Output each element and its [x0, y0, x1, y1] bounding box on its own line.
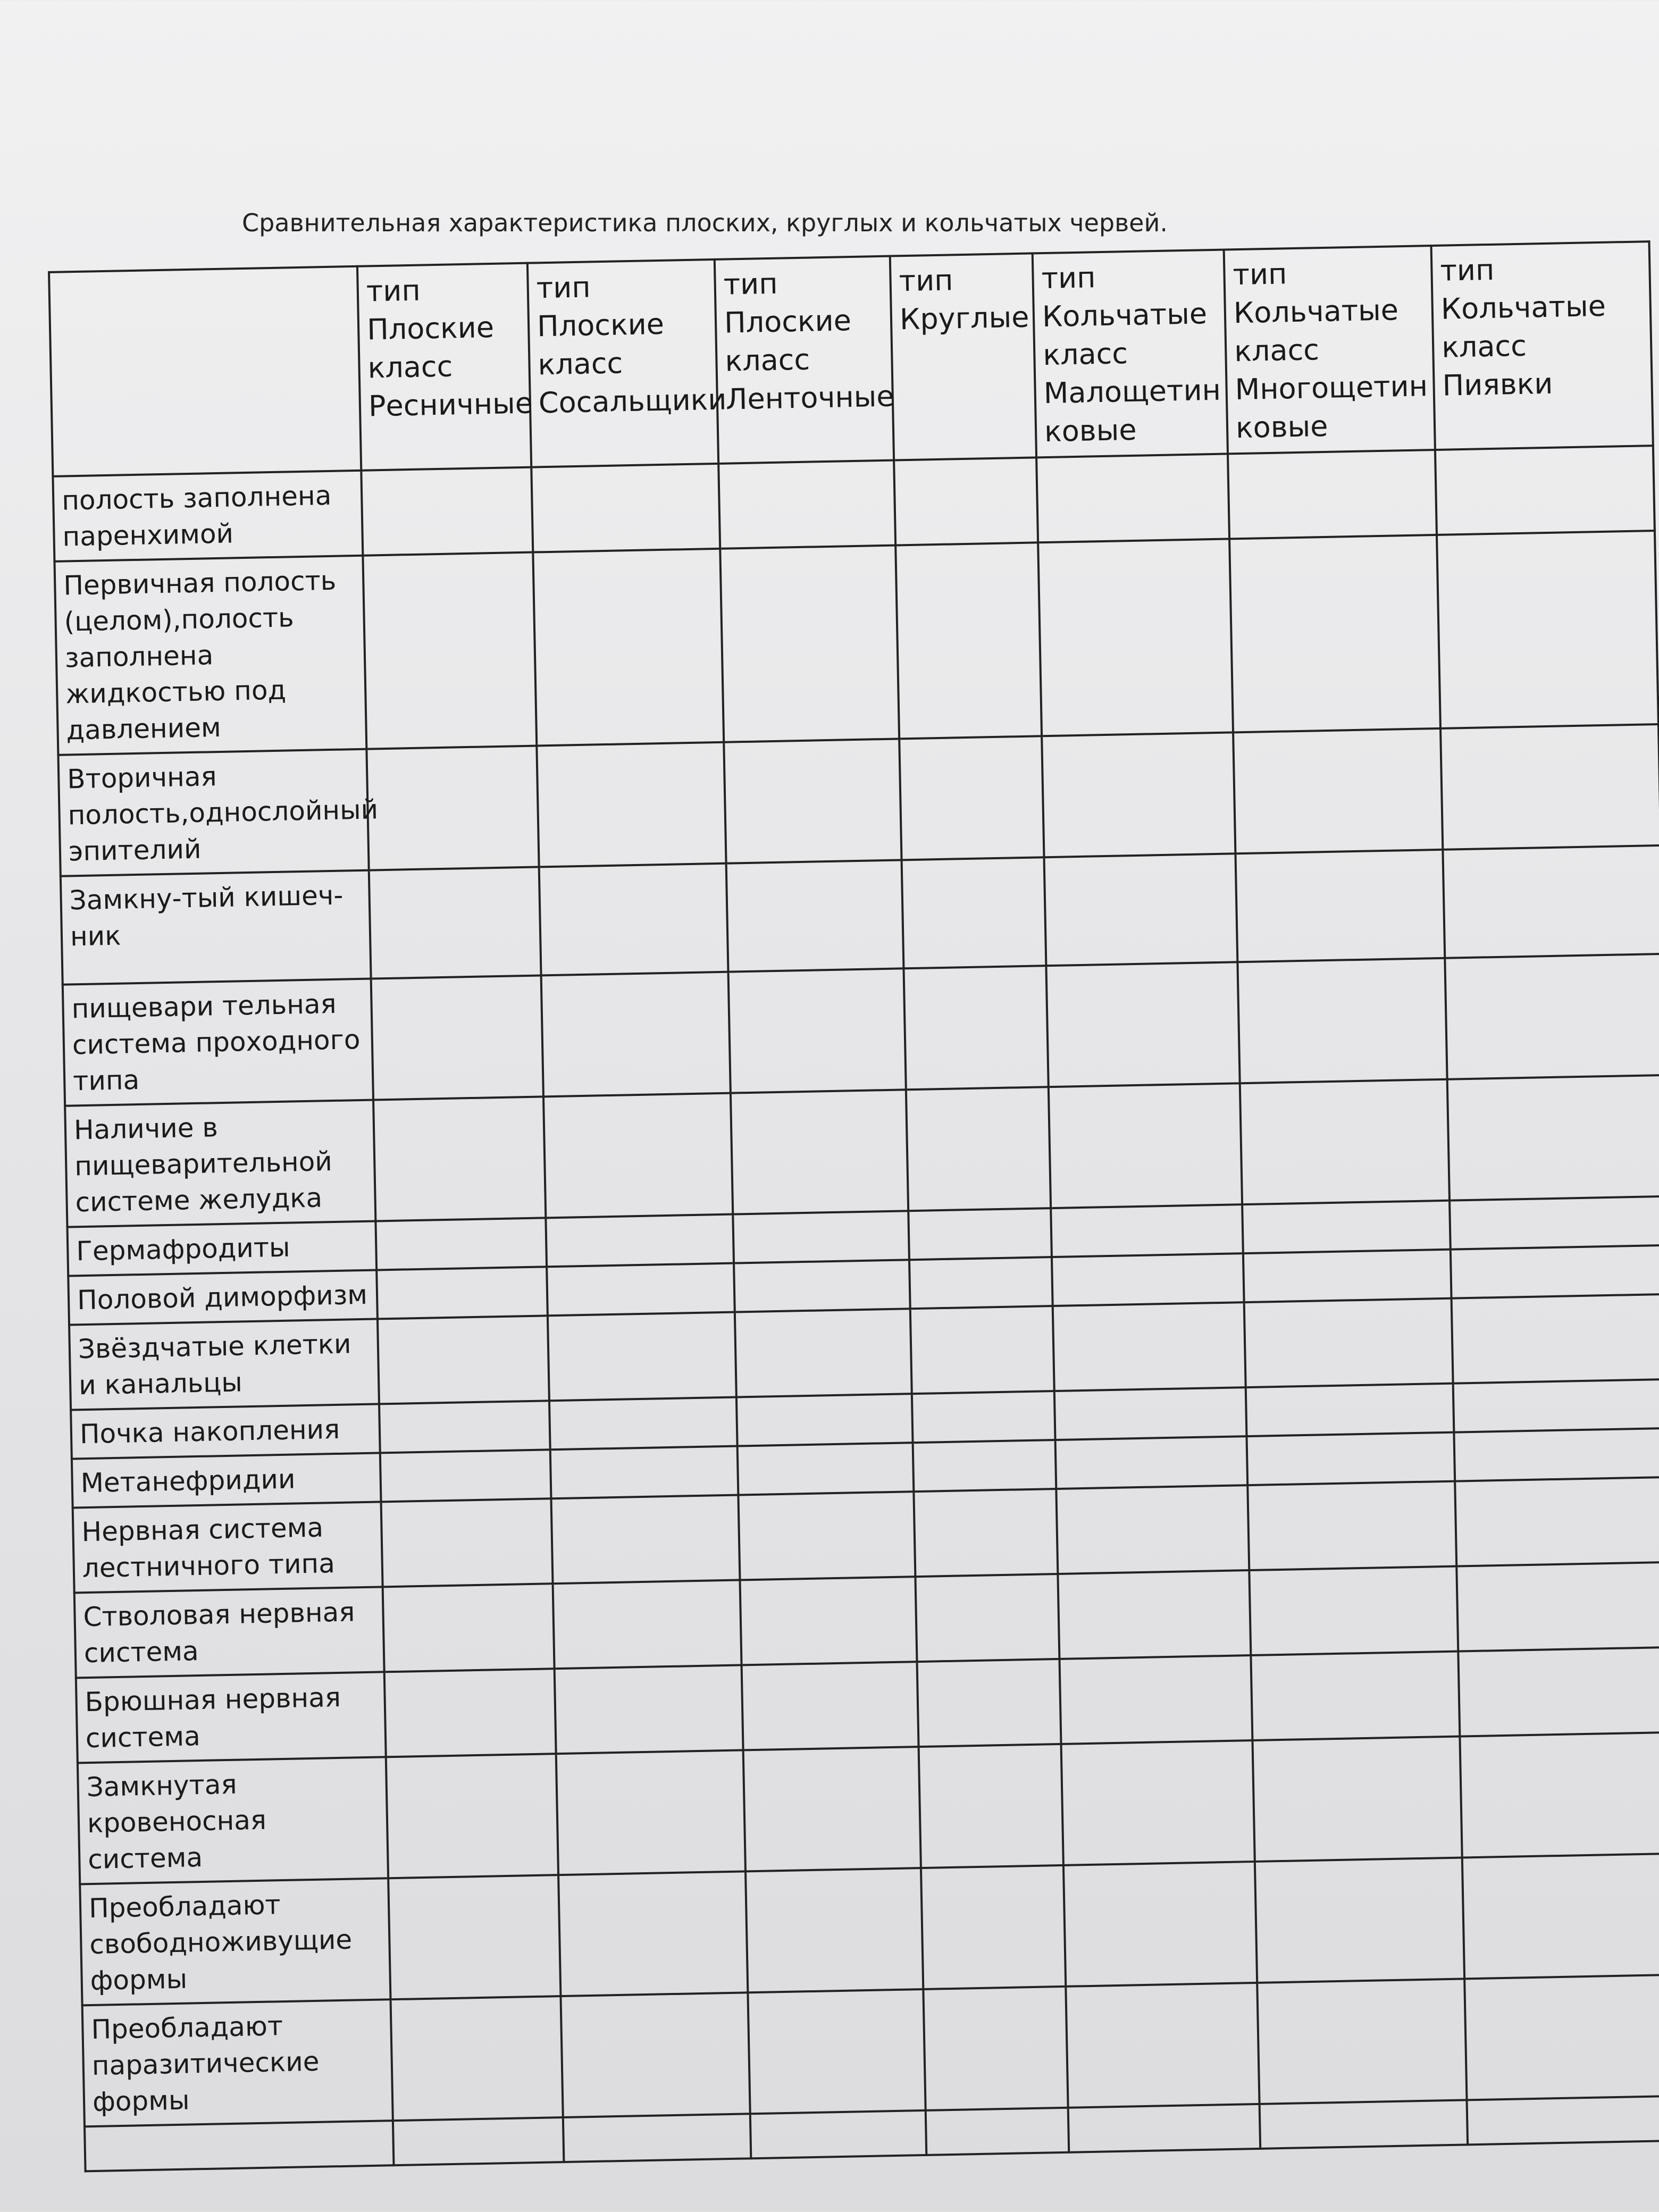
answer-cell[interactable] — [1240, 1079, 1449, 1204]
answer-cell[interactable] — [361, 467, 533, 556]
answer-cell[interactable] — [1046, 962, 1239, 1087]
column-header: тип Кольчатые класс Пиявки — [1431, 241, 1653, 450]
answer-cell[interactable] — [1059, 1655, 1252, 1744]
row-label: полость заполнена паренхимой — [53, 471, 363, 562]
row-label: Замкнутая кровеносная система — [78, 1757, 388, 1884]
column-header: тип Плоские класс Сосальщики — [527, 259, 718, 467]
answer-cell[interactable] — [391, 1996, 563, 2121]
answer-cell[interactable] — [738, 1492, 915, 1580]
answer-cell[interactable] — [1233, 728, 1443, 853]
answer-cell[interactable] — [1443, 845, 1659, 958]
row-label: Вторичная полость,однослойный эпителий — [58, 749, 368, 876]
answer-cell[interactable] — [375, 1218, 547, 1270]
row-label: Гермафродиты — [68, 1221, 377, 1276]
answer-cell[interactable] — [910, 1306, 1054, 1394]
row-label: Наличие в пищеварительной системе желудка — [65, 1100, 375, 1227]
answer-cell[interactable] — [718, 460, 895, 549]
answer-cell[interactable] — [909, 1257, 1053, 1309]
answer-cell[interactable] — [1456, 1562, 1659, 1652]
table-body — [53, 446, 1659, 2171]
answer-cell[interactable] — [919, 1744, 1063, 1868]
answer-cell[interactable] — [745, 1868, 923, 1992]
answer-cell[interactable] — [1054, 1387, 1247, 1440]
answer-cell[interactable] — [376, 1267, 548, 1319]
answer-cell[interactable] — [553, 1580, 742, 1669]
answer-cell[interactable] — [558, 1871, 748, 1996]
answer-cell[interactable] — [531, 464, 720, 552]
row-label: Половой диморфизм — [68, 1270, 378, 1325]
answer-cell[interactable] — [555, 1665, 743, 1754]
column-header: тип Кольчатые класс Многощетин ковые — [1224, 246, 1435, 454]
row-label: Первичная полость (целом),полость заполнена жидкостью под давлением — [54, 556, 366, 755]
answer-cell[interactable] — [903, 966, 1048, 1090]
answer-cell[interactable] — [1055, 1436, 1248, 1489]
answer-cell[interactable] — [1246, 1432, 1455, 1485]
answer-cell[interactable] — [908, 1208, 1052, 1260]
answer-cell[interactable] — [550, 1446, 739, 1499]
header-row — [49, 241, 1653, 476]
answer-cell[interactable] — [724, 739, 901, 863]
answer-cell[interactable] — [1462, 1854, 1659, 1979]
answer-cell[interactable] — [1454, 1428, 1659, 1481]
answer-cell[interactable] — [735, 1309, 912, 1397]
column-header: тип Плоские класс Ленточные — [715, 256, 894, 464]
answer-cell[interactable] — [720, 545, 899, 742]
answer-cell[interactable] — [895, 542, 1042, 739]
column-header: тип Плоские класс Ресничные — [357, 263, 531, 471]
answer-cell[interactable] — [1453, 1379, 1659, 1432]
answer-cell[interactable] — [743, 1747, 921, 1871]
empty-cell — [926, 2108, 1069, 2155]
answer-cell[interactable] — [1451, 1245, 1659, 1298]
answer-cell[interactable] — [742, 1662, 919, 1750]
answer-cell[interactable] — [1049, 1083, 1242, 1208]
answer-cell[interactable] — [1056, 1485, 1249, 1574]
answer-cell[interactable] — [388, 1875, 560, 1999]
answer-cell[interactable] — [560, 1992, 750, 2117]
answer-cell[interactable] — [733, 1211, 909, 1263]
answer-cell[interactable] — [1058, 1570, 1251, 1659]
answer-cell[interactable] — [748, 1989, 925, 2114]
answer-cell[interactable] — [1435, 446, 1655, 535]
answer-cell[interactable] — [728, 968, 906, 1093]
answer-cell[interactable] — [363, 552, 537, 749]
document-title: Сравнительная характеристика плоских, круглых и кольчатых червей. — [242, 208, 1168, 237]
answer-cell[interactable] — [1251, 1652, 1460, 1740]
answer-cell[interactable] — [912, 1391, 1055, 1443]
answer-cell[interactable] — [543, 1093, 733, 1218]
answer-cell[interactable] — [1228, 450, 1437, 539]
empty-cell — [1068, 2104, 1261, 2152]
answer-cell[interactable] — [533, 549, 724, 746]
answer-cell[interactable] — [1036, 454, 1229, 542]
answer-cell[interactable] — [551, 1495, 740, 1583]
answer-cell[interactable] — [736, 1394, 913, 1446]
answer-cell[interactable] — [1038, 539, 1233, 736]
answer-cell[interactable] — [1249, 1566, 1458, 1655]
answer-cell[interactable] — [738, 1443, 914, 1495]
answer-cell[interactable] — [1061, 1740, 1255, 1865]
answer-cell[interactable] — [1458, 1647, 1659, 1737]
answer-cell[interactable] — [1235, 850, 1445, 962]
answer-cell[interactable] — [906, 1087, 1051, 1211]
empty-cell — [393, 2117, 564, 2165]
answer-cell[interactable] — [381, 1498, 553, 1587]
answer-cell[interactable] — [556, 1750, 745, 1875]
answer-cell[interactable] — [539, 864, 728, 976]
answer-cell[interactable] — [1255, 1857, 1464, 1982]
row-label: Звёздчатые клетки и канальцы — [69, 1319, 379, 1410]
table-row — [54, 531, 1658, 755]
answer-cell[interactable] — [378, 1316, 549, 1404]
row-label: Замкну-тый кишеч-ник — [61, 870, 371, 985]
row-label: Стволовая нервная система — [74, 1587, 384, 1678]
answer-cell[interactable] — [1460, 1732, 1659, 1858]
column-header: тип Кольчатые класс Малощетин ковые — [1033, 250, 1228, 458]
answer-cell[interactable] — [1042, 732, 1235, 857]
answer-cell[interactable] — [1440, 724, 1659, 850]
row-label: Нервная система лестничного типа — [73, 1502, 383, 1593]
answer-cell[interactable] — [549, 1397, 738, 1450]
row-label: Брюшная нервная система — [76, 1672, 386, 1763]
answer-cell[interactable] — [902, 857, 1046, 968]
column-header: тип Круглые — [890, 253, 1036, 460]
answer-cell[interactable] — [1257, 1979, 1467, 2104]
answer-cell[interactable] — [1237, 958, 1447, 1083]
row-label: Преобладают свободноживущие формы — [80, 1878, 390, 2005]
answer-cell[interactable] — [1066, 1983, 1259, 2108]
row-label: Почка накопления — [71, 1404, 380, 1459]
answer-cell[interactable] — [1044, 853, 1238, 966]
answer-cell[interactable] — [923, 1987, 1068, 2110]
answer-cell[interactable] — [921, 1865, 1066, 1989]
answer-cell[interactable] — [547, 1263, 735, 1316]
answer-cell[interactable] — [1053, 1302, 1246, 1391]
answer-cell[interactable] — [1447, 1075, 1659, 1201]
answer-cell[interactable] — [369, 867, 541, 978]
answer-cell[interactable] — [1229, 535, 1440, 732]
answer-cell[interactable] — [379, 1401, 550, 1453]
answer-cell[interactable] — [1051, 1204, 1243, 1257]
empty-cell — [1467, 2096, 1659, 2145]
comparison-table-wrapper — [48, 240, 1659, 2172]
row-label: пищевари тельная система проходного типа — [63, 979, 373, 1106]
answer-cell[interactable] — [384, 1669, 556, 1757]
answer-cell[interactable] — [386, 1754, 558, 1878]
answer-cell[interactable] — [917, 1659, 1061, 1747]
answer-cell[interactable] — [1247, 1481, 1456, 1570]
answer-cell[interactable] — [915, 1574, 1059, 1662]
answer-cell[interactable] — [1437, 531, 1658, 728]
answer-cell[interactable] — [546, 1214, 734, 1267]
empty-cell — [1260, 2100, 1468, 2148]
answer-cell[interactable] — [1242, 1201, 1451, 1253]
answer-cell[interactable] — [913, 1440, 1057, 1492]
header-corner-cell — [49, 266, 361, 476]
row-label: Метанефридии — [72, 1453, 381, 1507]
answer-cell[interactable] — [371, 975, 543, 1100]
answer-cell[interactable] — [537, 742, 726, 867]
comparison-table — [48, 240, 1659, 2172]
answer-cell[interactable] — [1449, 1196, 1659, 1250]
empty-cell — [563, 2114, 751, 2162]
empty-cell — [85, 2121, 394, 2171]
answer-cell[interactable] — [1452, 1294, 1659, 1384]
row-label: Преобладают паразитические формы — [82, 1999, 393, 2126]
answer-cell[interactable] — [1063, 1862, 1257, 1987]
answer-cell[interactable] — [1246, 1384, 1454, 1436]
answer-cell[interactable] — [914, 1489, 1058, 1577]
answer-cell[interactable] — [383, 1583, 555, 1672]
answer-cell[interactable] — [894, 457, 1038, 545]
answer-cell[interactable] — [899, 736, 1044, 860]
answer-cell[interactable] — [726, 860, 904, 971]
empty-cell — [750, 2110, 927, 2158]
answer-cell[interactable] — [366, 746, 539, 870]
answer-cell[interactable] — [1243, 1250, 1452, 1302]
answer-cell[interactable] — [740, 1577, 917, 1665]
answer-cell[interactable] — [731, 1090, 908, 1214]
answer-cell[interactable] — [1252, 1737, 1462, 1862]
answer-cell[interactable] — [1455, 1477, 1659, 1566]
answer-cell[interactable] — [1052, 1253, 1244, 1306]
answer-cell[interactable] — [380, 1449, 551, 1502]
answer-cell[interactable] — [734, 1260, 910, 1312]
answer-cell[interactable] — [373, 1096, 546, 1221]
answer-cell[interactable] — [541, 972, 731, 1097]
answer-cell[interactable] — [1445, 954, 1659, 1079]
answer-cell[interactable] — [1244, 1298, 1453, 1387]
answer-cell[interactable] — [1464, 1975, 1659, 2100]
answer-cell[interactable] — [548, 1312, 736, 1401]
